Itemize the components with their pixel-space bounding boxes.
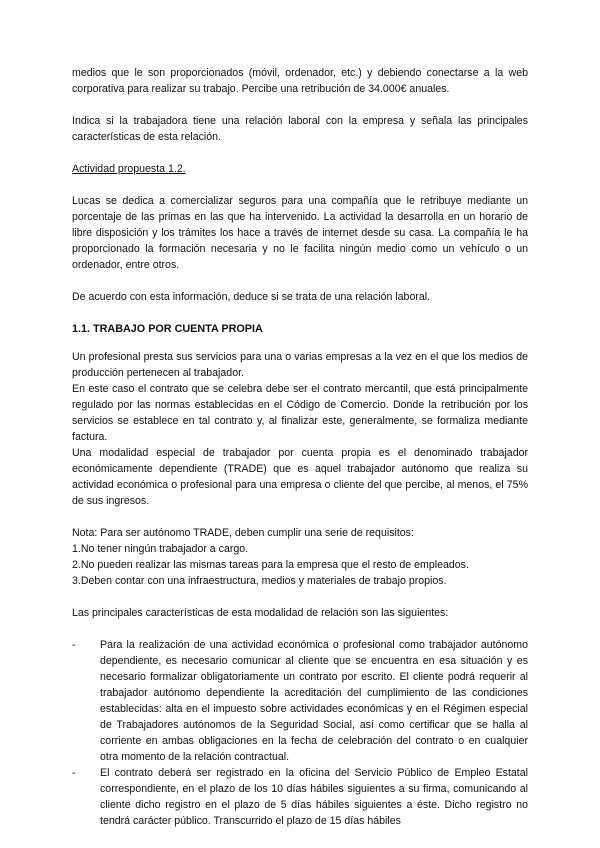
characteristics-intro: Las principales características de esta modalidad de relación son las siguientes: bbox=[72, 607, 449, 619]
activity-paragraph-2: De acuerdo con esta información, deduce si se trata de una relación laboral. bbox=[72, 291, 431, 303]
list-item-text: Para la realización de una actividad económica o profesional como trabajador autónomo dependiente, es necesario comunicar al cliente que se encuentra en esa situación y es necesario formalizar obligatoriamente un contrato por escrito. El cliente podrá requerir al trabajador autónomo dependiente la acreditación del cumplimiento de las condiciones establecidas: alta en el impuesto sobre actividades económicas y en el Régimen especial de Trabajadores autónomos de la Seguridad Social, así como certificar que se halla al corriente en ambas obligaciones en la fecha de celebración del contrato o en cualquier otra momento de la relación contractual. bbox=[100, 639, 528, 763]
section-paragraph-3: Una modalidad especial de trabajador por cuenta propia es el denominado trabajador económicamente dependiente (TRADE) que es aquel trabajador autónomo que realiza su actividad económica o profesional para una empresa o cliente del que percibe, al menos, el 75% de sus ingresos. bbox=[72, 447, 528, 507]
note-intro: Nota: Para ser autónomo TRADE, deben cumplir una serie de requisitos: bbox=[72, 527, 414, 539]
dash-bullet: - bbox=[72, 639, 76, 651]
characteristics-list bbox=[72, 637, 528, 829]
intro-paragraph-2: Indica si la trabajadora tiene una relación laboral con la empresa y señala las principales características de esta relación. bbox=[72, 115, 528, 143]
note-item: 2.No pueden realizar las mismas tareas para la empresa que el resto de empleados. bbox=[72, 559, 469, 571]
activity-title: Actividad propuesta 1.2. bbox=[72, 163, 186, 175]
intro-paragraph-1: medios que le son proporcionados (móvil, ordenador, etc.) y debiendo conectarse a la web corporativa para realizar su trabajo. Percibe una retribución de 34.000€ anuales. bbox=[72, 67, 528, 95]
list-item-text: El contrato deberá ser registrado en la oficina del Servicio Público de Empleo Estatal correspondiente, en el plazo de los 10 días hábiles siguientes a su firma, comunicando al cliente dicho registro en el plazo de 5 días hábiles siguientes a éste. Dicho registro no tendrá carácter público. Transcurrido el plazo de 15 días hábiles bbox=[100, 767, 528, 827]
note-item: 3.Deben contar con una infraestructura, medios y materiales de trabajo propios. bbox=[72, 575, 447, 587]
activity-paragraph-1: Lucas se dedica a comercializar seguros para una compañía que le retribuye mediante un porcentaje de las primas en las que ha intervenido. La actividad la desarrolla en un horario de libre disposición y los trámites los hace a través de internet desde su casa. La compañía le ha proporcionado la formación necesaria y no le facilita ningún medio como un vehículo o un ordenador, entre otros. bbox=[72, 195, 528, 271]
note-item: 1.No tener ningún trabajador a cargo. bbox=[72, 543, 249, 555]
list-item bbox=[72, 637, 528, 765]
section-paragraph-1: Un profesional presta sus servicios para una o varias empresas a la vez en el que los medios de producción pertenecen al trabajador. bbox=[72, 351, 528, 379]
section-heading: 1.1. TRABAJO POR CUENTA PROPIA bbox=[72, 323, 263, 335]
section-paragraph-2: En este caso el contrato que se celebra debe ser el contrato mercantil, que está principalmente regulado por las normas establecidas en el Código de Comercio. Donde la retribución por los servicios se establece en tal contrato y, al finalizar este, generalmente, se formaliza mediante factura. bbox=[72, 383, 528, 443]
dash-bullet: - bbox=[72, 767, 76, 779]
list-item bbox=[72, 765, 528, 829]
document-page bbox=[72, 65, 528, 829]
